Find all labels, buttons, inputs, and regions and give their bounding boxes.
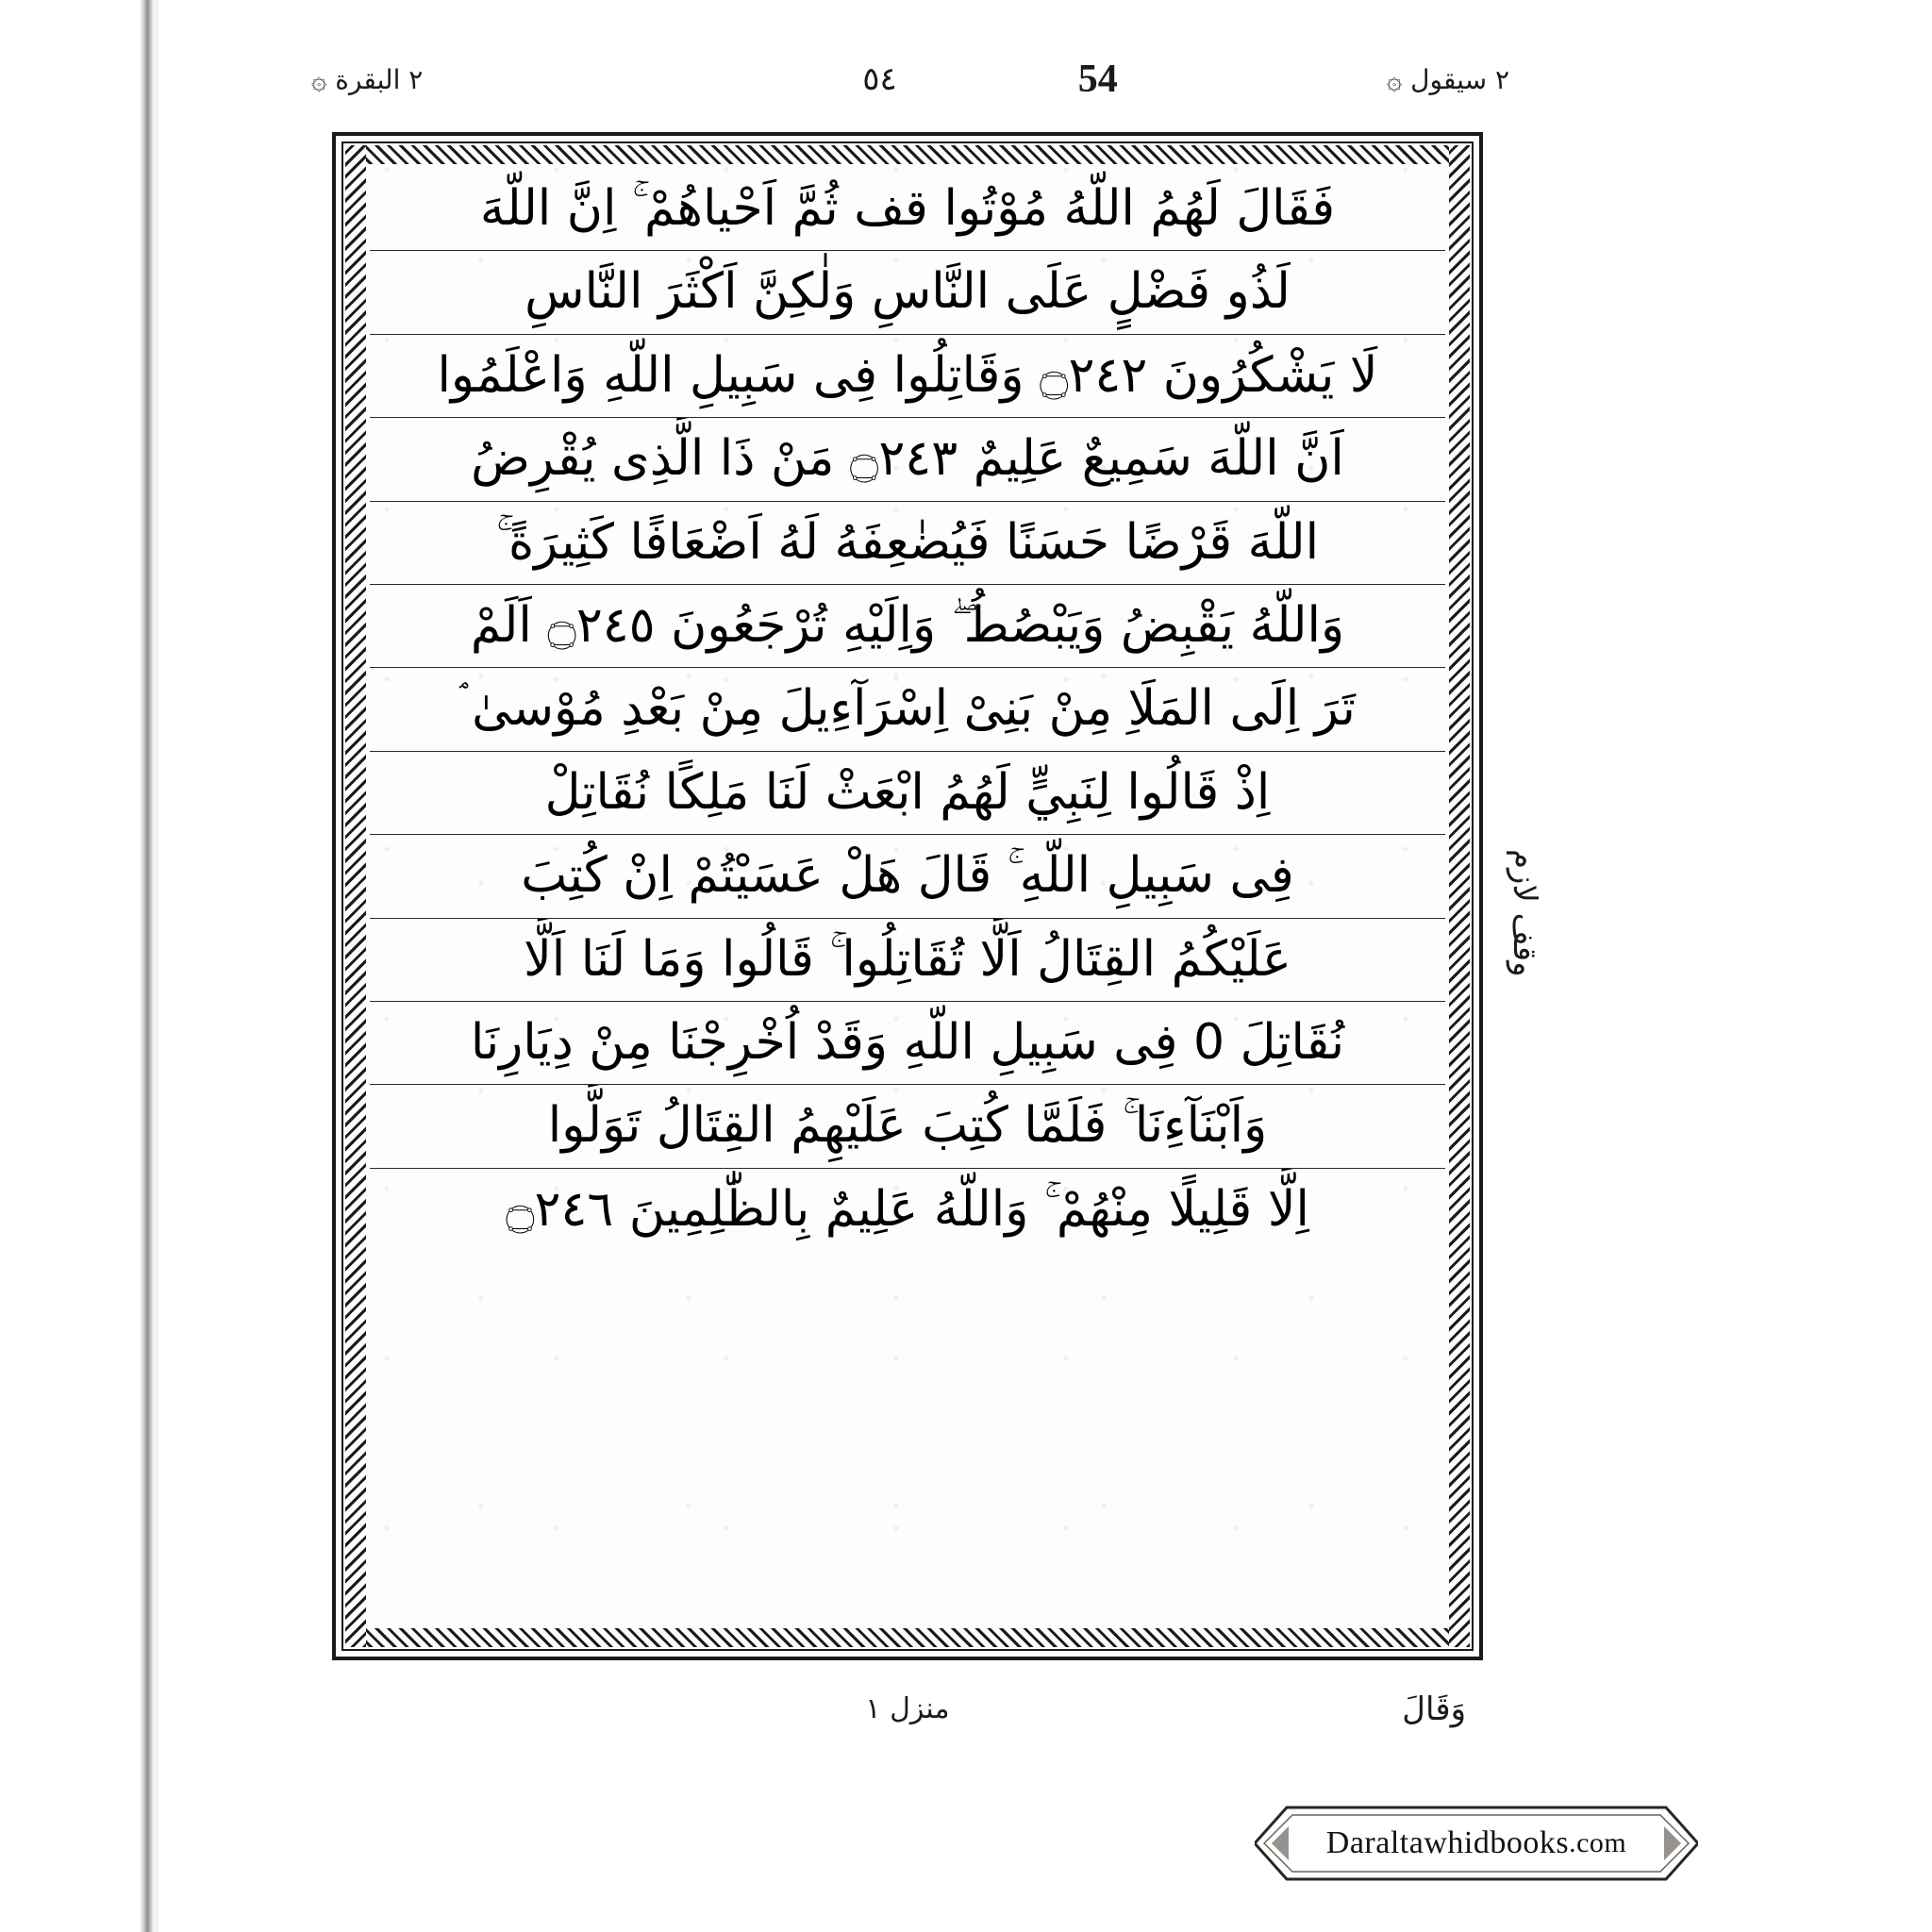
margin-waqf-marker: وقف لازم: [1506, 849, 1543, 977]
quran-line: [370, 502, 1445, 585]
quran-line-text: فِى سَبِيلِ اللّهِ ۚ قَالَ هَلْ عَسَيْتُمْ اِنْ كُتِبَ: [521, 847, 1294, 905]
book-gutter-highlight: [153, 0, 158, 1932]
frame-ornament-right: [1449, 145, 1470, 1647]
quran-line-text: لَذُو فَضْلٍ عَلَى النَّاسِ وَلٰكِنَّ اَكْثَرَ النَّاسِ: [525, 263, 1291, 321]
quran-line-text: اَنَّ اللّهَ سَمِيعٌ عَلِيمٌ ۝٢٤٣ مَنْ ذَا الَّذِى يُقْرِضُ: [471, 430, 1344, 488]
quran-line-text: اِذْ قَالُوا لِنَبِيٍّ لَهُمُ ابْعَثْ لَنَا مَلِكًا نُقَاتِلْ: [544, 763, 1271, 821]
page-header: [311, 55, 1509, 111]
quran-line: [370, 668, 1445, 751]
quran-line-text: وَاَبْنَآءِنَا ۚ فَلَمَّا كُتِبَ عَلَيْهِمُ القِتَالُ تَوَلَّوا: [547, 1097, 1268, 1155]
quran-line-text: فَقَالَ لَهُمُ اللّهُ مُوْتُوا قف ثُمَّ اَحْياهُمْ ۚ اِنَّ اللّهَ: [479, 180, 1336, 237]
quran-line-text: تَرَ اِلَى المَلَاِ مِنْ بَنِىْ اِسْرَآءِيلَ مِنْ بَعْدِ مُوْسىٰ ۘ: [459, 680, 1356, 738]
frame-ornament-bottom: [345, 1628, 1470, 1647]
text-block-frame: [332, 132, 1483, 1660]
page-number-arabic: ٥٤: [862, 60, 897, 98]
footer-catchword: وَقَالَ: [1402, 1690, 1466, 1728]
quran-line-text: لَا يَشْكُرُونَ ۝٢٤٢ وَقَاتِلُوا فِى سَبِيلِ اللّهِ وَاعْلَمُوا: [437, 346, 1378, 404]
quran-line: [370, 1002, 1445, 1085]
quran-line-text: نُقَاتِلَ 0 فِى سَبِيلِ اللّهِ وَقَدْ اُخْرِجْنَا مِنْ دِيَارِنَا: [470, 1013, 1345, 1071]
quran-line: [370, 335, 1445, 418]
quran-text-lines: [370, 168, 1445, 1624]
quran-line: [370, 251, 1445, 334]
quran-line: [370, 585, 1445, 668]
brand-name: Daraltawhidbooks: [1325, 1825, 1570, 1860]
quran-line: [370, 919, 1445, 1002]
quran-line: [370, 835, 1445, 918]
brand-watermark: [1255, 1804, 1698, 1883]
frame-ornament-left: [345, 145, 366, 1647]
quran-line: [370, 1085, 1445, 1168]
quran-line-text: اللّهَ قَرْضًا حَسَنًا فَيُضٰعِفَهُ لَهُ اَضْعَافًا كَثِيرَةً ۚ: [495, 513, 1320, 571]
page-footer: [332, 1685, 1483, 1741]
book-gutter-shadow: [140, 0, 153, 1932]
header-surah-label: ٢ البقرة ۞: [311, 64, 424, 95]
brand-text: [1255, 1804, 1698, 1883]
quran-line: [370, 1169, 1445, 1252]
quran-line-text: وَاللّهُ يَقْبِضُ وَيَبْصُطُ ۖ وَاِلَيْهِ تُرْجَعُونَ ۝٢٤٥ اَلَمْ: [470, 596, 1345, 654]
header-juz-label: ٢ سيقول ۞: [1386, 64, 1509, 95]
quran-line: [370, 752, 1445, 835]
quran-line-text: اِلَّا قَلِيلًا مِنْهُمْ ۚ وَاللّهُ عَلِيمٌ بِالظّٰلِمِينَ ۝٢٤٦: [506, 1180, 1309, 1238]
quran-line: [370, 418, 1445, 501]
quran-line: [370, 168, 1445, 251]
quran-line-text: عَلَيْكُمُ القِتَالُ اَلَّا تُقَاتِلُوا ۚ قَالُوا وَمَا لَنَا اَلَّا: [524, 930, 1291, 988]
brand-suffix: .com: [1569, 1827, 1627, 1858]
page-number-latin: 54: [1077, 58, 1118, 101]
footer-manzil-label: منزل ١: [865, 1692, 950, 1725]
frame-ornament-top: [345, 145, 1470, 164]
